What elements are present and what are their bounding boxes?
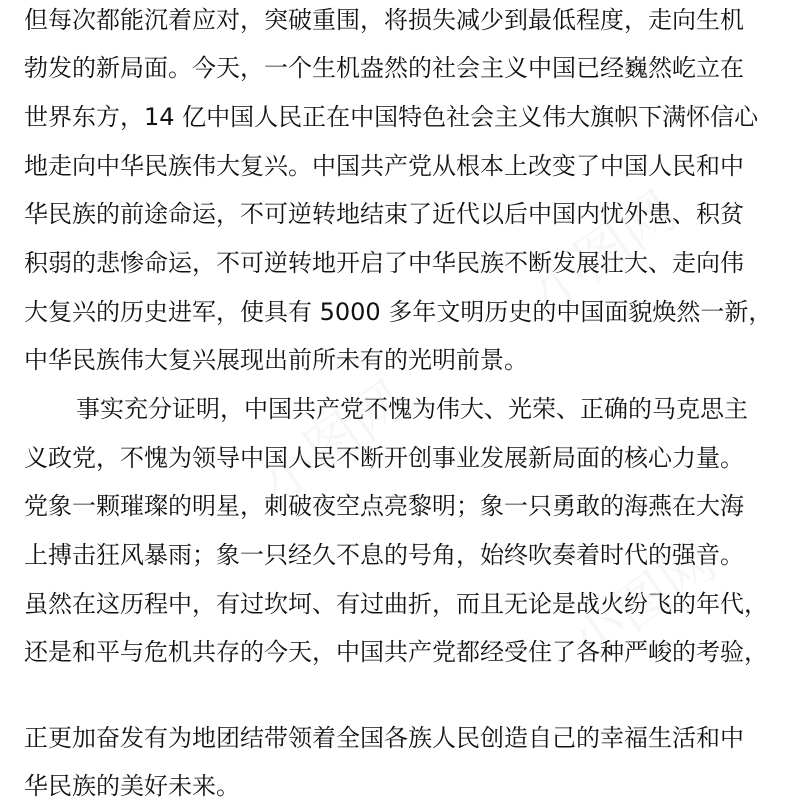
text-line: 积弱的悲惨命运，不可逆转地开启了中华民族不断发展壮大、走向伟 <box>24 249 744 277</box>
watermark: 小图网 <box>518 179 688 325</box>
text-line: 华民族的美好未来。 <box>24 772 240 800</box>
text-line: 世界东方，14 亿中国人民正在中国特色社会主义伟大旗帜下满怀信心 <box>24 103 759 131</box>
text-line: 勃发的新局面。今天，一个生机盎然的社会主义中国已经巍然屹立在 <box>24 54 744 82</box>
paragraph-first-line: 事实充分证明，中国共产党不愧为伟大、光荣、正确的马克思主 <box>76 395 748 423</box>
text-line: 党象一颗璀璨的明星，刺破夜空点亮黎明；象一只勇敢的海燕在大海 <box>24 492 744 520</box>
text-line: 正更加奋发有为地团结带领着全国各族人民创造自己的幸福生活和中 <box>24 724 744 752</box>
text-line: 地走向中华民族伟大复兴。中国共产党从根本上改变了中国人民和中 <box>24 152 744 180</box>
text-line: 大复兴的历史进军，使具有 5000 多年文明历史的中国面貌焕然一新， <box>24 298 773 326</box>
text-line: 华民族的前途命运，不可逆转地结束了近代以后中国内忧外患、积贫 <box>24 200 744 228</box>
text-line: 上搏击狂风暴雨；象一只经久不息的号角，始终吹奏着时代的强音。 <box>24 541 744 569</box>
watermark: 小图网 <box>248 369 418 515</box>
text-line: 但每次都能沉着应对，突破重围，将损失减少到最低程度，走向生机 <box>24 6 744 34</box>
watermark: 小图网 <box>558 529 728 675</box>
text-line: 还是和平与危机共存的今天，中国共产党都经受住了各种严峻的考验， <box>24 638 768 666</box>
text-line: 中华民族伟大复兴展现出前所未有的光明前景。 <box>24 346 528 374</box>
text-line: 义政党，不愧为领导中国人民不断开创事业发展新局面的核心力量。 <box>24 444 744 472</box>
text-line: 虽然在这历程中，有过坎坷、有过曲折，而且无论是战火纷飞的年代， <box>24 590 768 618</box>
